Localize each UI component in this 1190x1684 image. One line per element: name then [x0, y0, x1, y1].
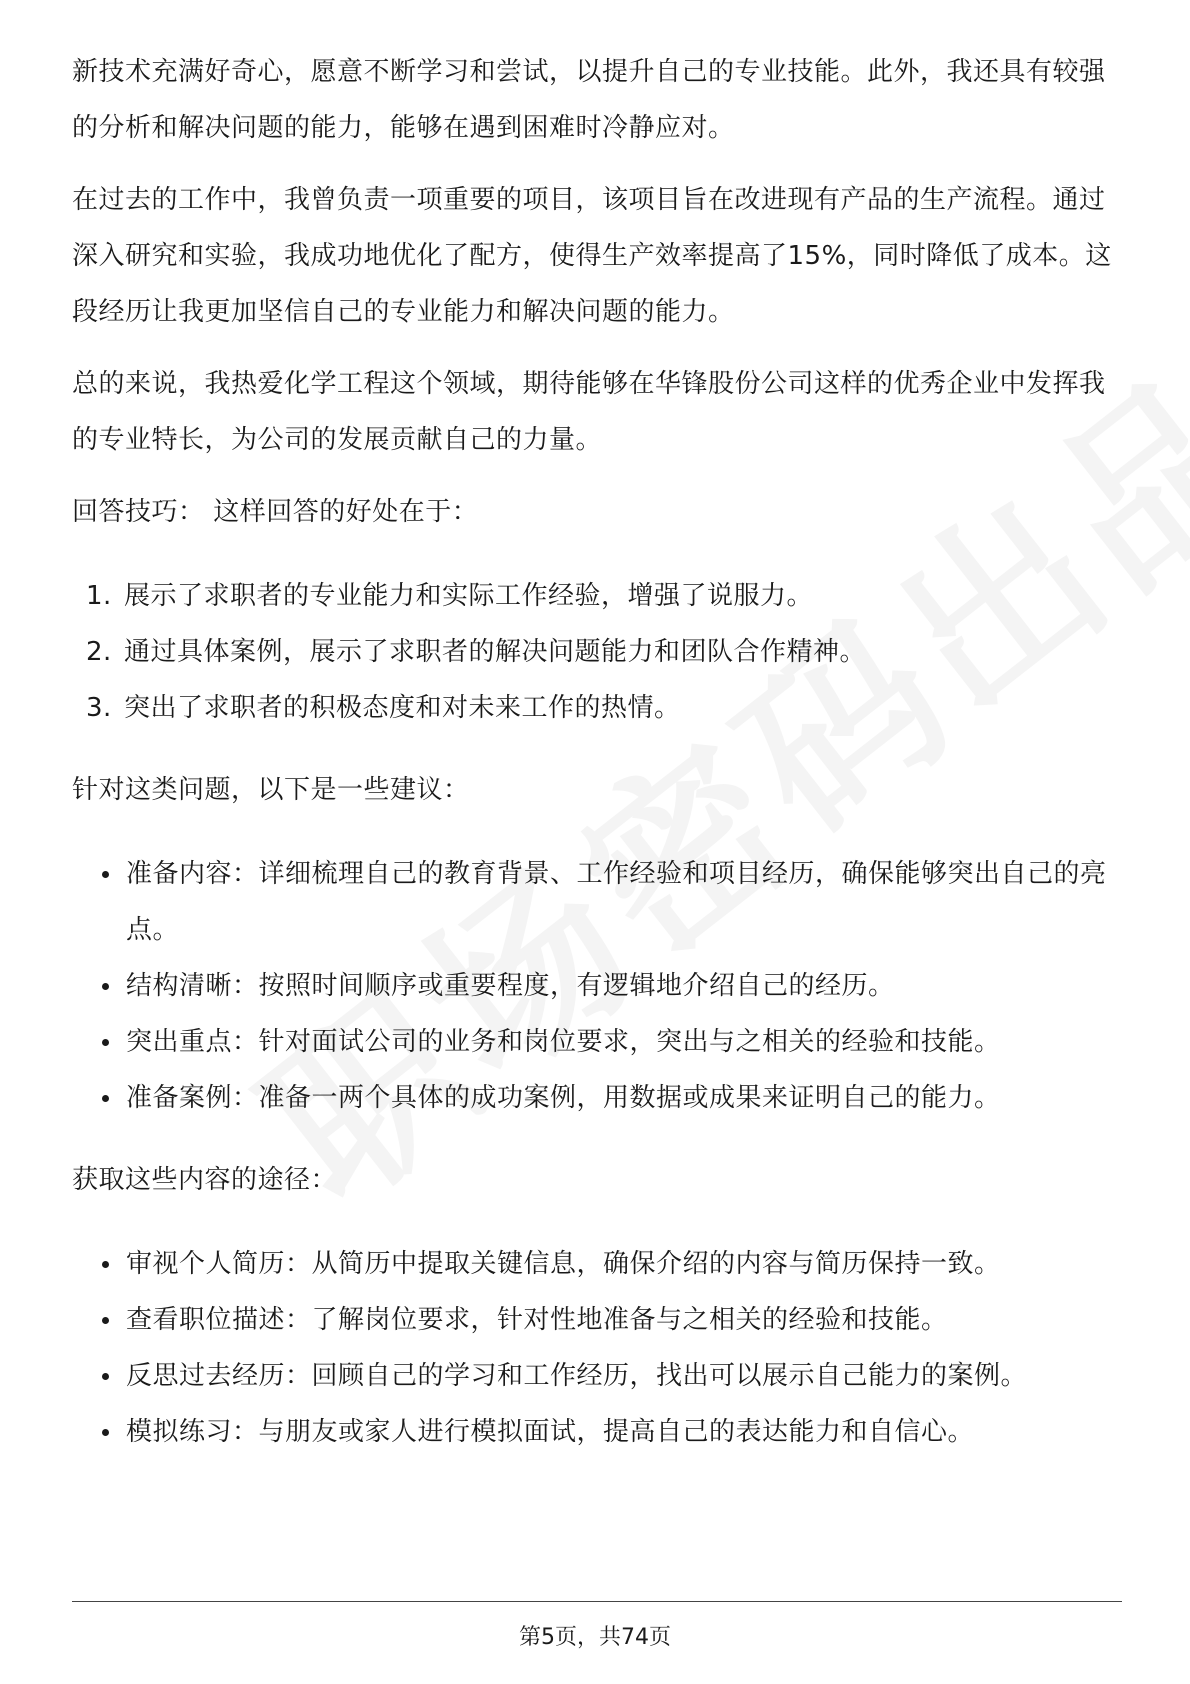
- list-number: 1.: [86, 581, 112, 611]
- footer-divider: [72, 1601, 1122, 1602]
- bullet-icon: [102, 1373, 109, 1380]
- bullet-icon: [102, 871, 109, 878]
- advice-list: [72, 846, 1122, 1126]
- sources-list-item: [72, 1348, 1122, 1404]
- list-item-text: 反思过去经历：回顾自己的学习和工作经历，找出可以展示自己能力的案例。: [126, 1361, 1028, 1391]
- advice-list-item: [72, 1070, 1122, 1126]
- list-item-text: 审视个人简历：从简历中提取关键信息，确保介绍的内容与简历保持一致。: [126, 1249, 1001, 1279]
- sources-list-item: [72, 1236, 1122, 1292]
- list-item-text: 突出了求职者的积极态度和对未来工作的热情。: [124, 693, 681, 723]
- tips-list-item: [72, 680, 1122, 736]
- tips-list-item: [72, 568, 1122, 624]
- sources-list-item: [72, 1292, 1122, 1348]
- advice-list-item: [72, 1014, 1122, 1070]
- bullet-icon: [102, 1429, 109, 1436]
- bullet-icon: [102, 1039, 109, 1046]
- sources-list: [72, 1236, 1122, 1460]
- sources-heading: 获取这些内容的途径：: [72, 1165, 338, 1195]
- list-number: 3.: [86, 693, 112, 723]
- paragraph-project-experience: 在过去的工作中，我曾负责一项重要的项目，该项目旨在改进现有产品的生产流程。通过深入研究和实验，我成功地优化了配方，使得生产效率提高了15%，同时降低了成本。这段经历让我更加坚信自己的专业能力和解决问题的能力。: [72, 185, 1112, 327]
- page-content: [72, 44, 1122, 1486]
- tips-list-item: [72, 624, 1122, 680]
- list-item-text: 模拟练习：与朋友或家人进行模拟面试，提高自己的表达能力和自信心。: [126, 1417, 975, 1447]
- tips-list: [72, 568, 1122, 736]
- bullet-icon: [102, 1095, 109, 1102]
- sources-list-item: [72, 1404, 1122, 1460]
- list-item-text: 展示了求职者的专业能力和实际工作经验，增强了说服力。: [124, 581, 814, 611]
- advice-list-item: [72, 958, 1122, 1014]
- bullet-icon: [102, 1317, 109, 1324]
- paragraph-intro-continued: 新技术充满好奇心，愿意不断学习和尝试，以提升自己的专业技能。此外，我还具有较强的分析和解决问题的能力，能够在遇到困难时冷静应对。: [72, 57, 1106, 143]
- advice-heading: 针对这类问题，以下是一些建议：: [72, 775, 470, 805]
- list-item-text: 准备内容：详细梳理自己的教育背景、工作经验和项目经历，确保能够突出自己的亮点。: [126, 859, 1107, 945]
- page-number: 第5页，共74页: [519, 1625, 671, 1650]
- tips-heading: 回答技巧： 这样回答的好处在于：: [72, 497, 479, 527]
- bullet-icon: [102, 983, 109, 990]
- list-item-text: 突出重点：针对面试公司的业务和岗位要求，突出与之相关的经验和技能。: [126, 1027, 1001, 1057]
- list-item-text: 准备案例：准备一两个具体的成功案例，用数据或成果来证明自己的能力。: [126, 1083, 1001, 1113]
- paragraph-summary: 总的来说，我热爱化学工程这个领域，期待能够在华锋股份公司这样的优秀企业中发挥我的专业特长，为公司的发展贡献自己的力量。: [72, 369, 1106, 455]
- bullet-icon: [102, 1261, 109, 1268]
- list-item-text: 通过具体案例，展示了求职者的解决问题能力和团队合作精神。: [124, 637, 867, 667]
- list-item-text: 查看职位描述：了解岗位要求，针对性地准备与之相关的经验和技能。: [126, 1305, 948, 1335]
- list-item-text: 结构清晰：按照时间顺序或重要程度，有逻辑地介绍自己的经历。: [126, 971, 895, 1001]
- advice-list-item: [72, 846, 1122, 958]
- list-number: 2.: [86, 637, 112, 667]
